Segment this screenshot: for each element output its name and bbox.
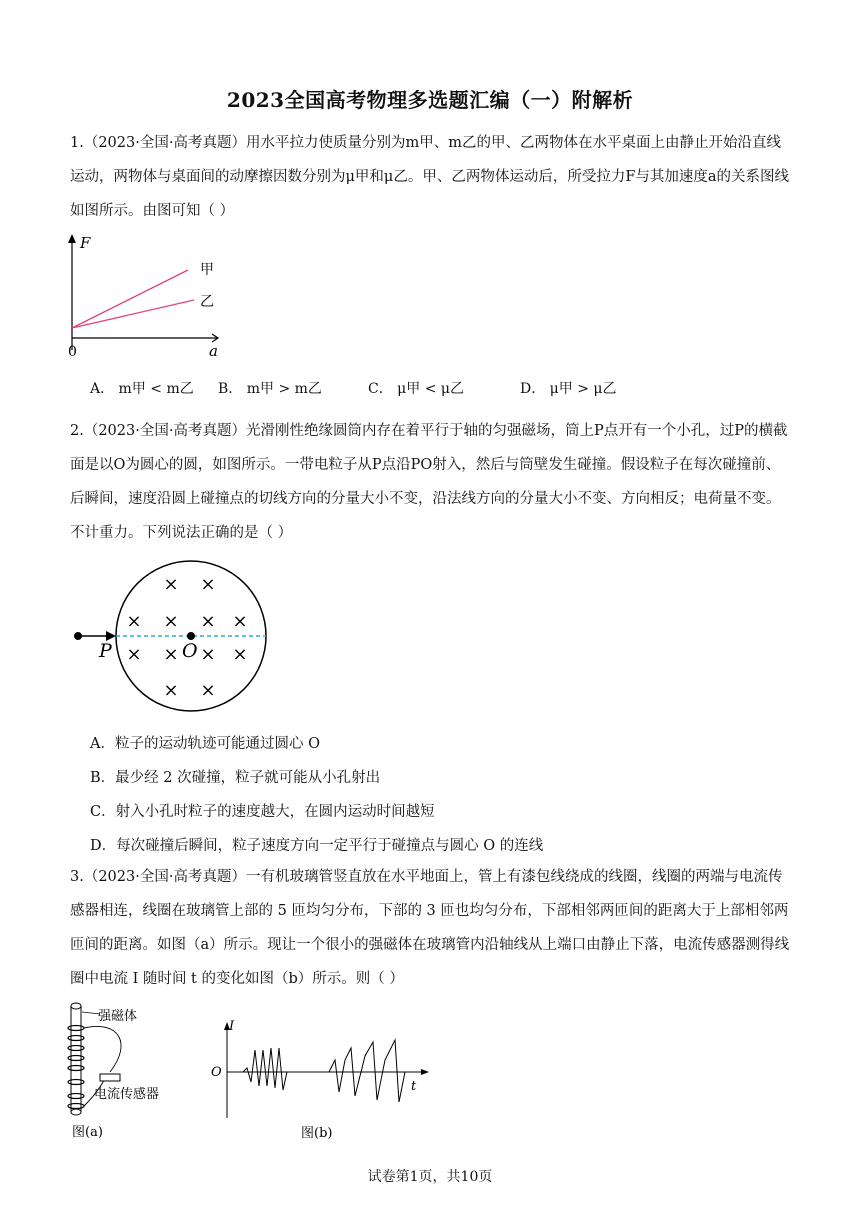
sensor-label: 电流传感器 (94, 1087, 160, 1102)
point-p-label: P (99, 640, 112, 662)
option-b[interactable]: B． m甲 > m乙 (218, 381, 322, 397)
figure-b-caption: 图(b) (301, 1126, 333, 1141)
field-cross: × (200, 611, 216, 632)
q2-option-d[interactable]: D．每次碰撞后瞬间，粒子速度方向一定平行于碰撞点与圆心 O 的连线 (90, 838, 544, 854)
figure-b-origin: O (211, 1065, 222, 1080)
question-1-options (90, 378, 790, 408)
q2-option-b[interactable]: B．最少经 2 次碰撞，粒子就可能从小孔射出 (90, 770, 381, 786)
option-c[interactable]: C． μ甲 < μ乙 (368, 381, 464, 397)
figure-a-caption: 图(a) (72, 1125, 103, 1140)
page-title: 2023全国高考物理多选题汇编（一）附解析 (226, 88, 634, 112)
line-label-jia: 甲 (200, 262, 214, 278)
current-trace (227, 1040, 415, 1102)
line-label-yi: 乙 (200, 294, 214, 310)
question-2-text: 2.（2023·全国·高考真题）光滑刚性绝缘圆筒内存在着平行于轴的匀强磁场，筒上P点开有一个小孔，过P的横截面是以O为圆心的圆，如图所示。一带电粒子从P点沿PO射入，然后与筒壁发生碰撞。假设粒子在每次碰撞前、后瞬间，速度沿圆上碰撞点的切线方向的分量大小不变，沿法线方向的分量大小不变、方向相反；电荷量不变。不计重力。下列说法正确的是（ ） (70, 423, 788, 541)
field-cross: × (126, 644, 142, 665)
q3-figure-b-current-time-graph (205, 1020, 435, 1150)
point-o-label: O (182, 640, 198, 662)
field-cross: × (232, 644, 248, 665)
question-1-text: 1.（2023·全国·高考真题）用水平拉力使质量分别为m甲、m乙的甲、乙两物体在水平桌面上由静止开始沿直线运动，两物体与桌面间的动摩擦因数分别为μ甲和μ乙。甲、乙两物体运动后，所受拉力F与其加速度a的关系图线如图所示。由图可知（ ） (70, 135, 790, 219)
line-yi (72, 300, 194, 328)
q2-magnetic-cylinder-figure (68, 558, 278, 718)
q2-option-c[interactable]: C．射入小孔时粒子的速度越大，在圆内运动时间越短 (90, 804, 435, 820)
field-cross: × (163, 680, 179, 701)
field-cross: × (200, 680, 216, 701)
question-3-text: 3.（2023·全国·高考真题）一有机玻璃管竖直放在水平地面上，管上有漆包线绕成的线圈，线圈的两端与电流传感器相连，线圈在玻璃管上部的 5 匝均匀分布，下部的 3 匝也均匀分布，下部相邻两匝间的距离大于上部相邻两匝间的距离。如图（a）所示。现让一个很小的强磁体在玻璃管内沿轴线从上端口由静止下落，电流传感器测得线圈中电流 I 随时间 t 的变化如图（b）所示。则（ ） (70, 869, 790, 987)
field-cross: × (163, 644, 179, 665)
field-cross: × (232, 611, 248, 632)
option-d[interactable]: D． μ甲 > μ乙 (520, 381, 617, 397)
figure-b-x-label: t (411, 1079, 417, 1094)
field-cross: × (200, 644, 216, 665)
coil-turns (68, 1026, 84, 1109)
y-axis-label: F (80, 234, 91, 252)
field-cross: × (163, 574, 179, 595)
q3-figure-a-coil-tube (60, 1000, 200, 1142)
figure-b-y-label: I (229, 1019, 235, 1034)
field-cross: × (200, 574, 216, 595)
x-axis-label: a (209, 342, 218, 360)
page-footer: 试卷第1页，共10页 (367, 1169, 493, 1185)
field-cross: × (126, 611, 142, 632)
q1-force-acceleration-graph (62, 232, 232, 362)
magnetic-field-crosses (126, 574, 247, 701)
line-jia (72, 270, 188, 328)
field-cross: × (163, 611, 179, 632)
origin-label: 0 (68, 344, 77, 360)
option-a[interactable]: A． m甲 < m乙 (90, 381, 194, 397)
magnet-label: 强磁体 (98, 1009, 138, 1024)
q2-option-a[interactable]: A．粒子的运动轨迹可能通过圆心 O (90, 736, 320, 752)
